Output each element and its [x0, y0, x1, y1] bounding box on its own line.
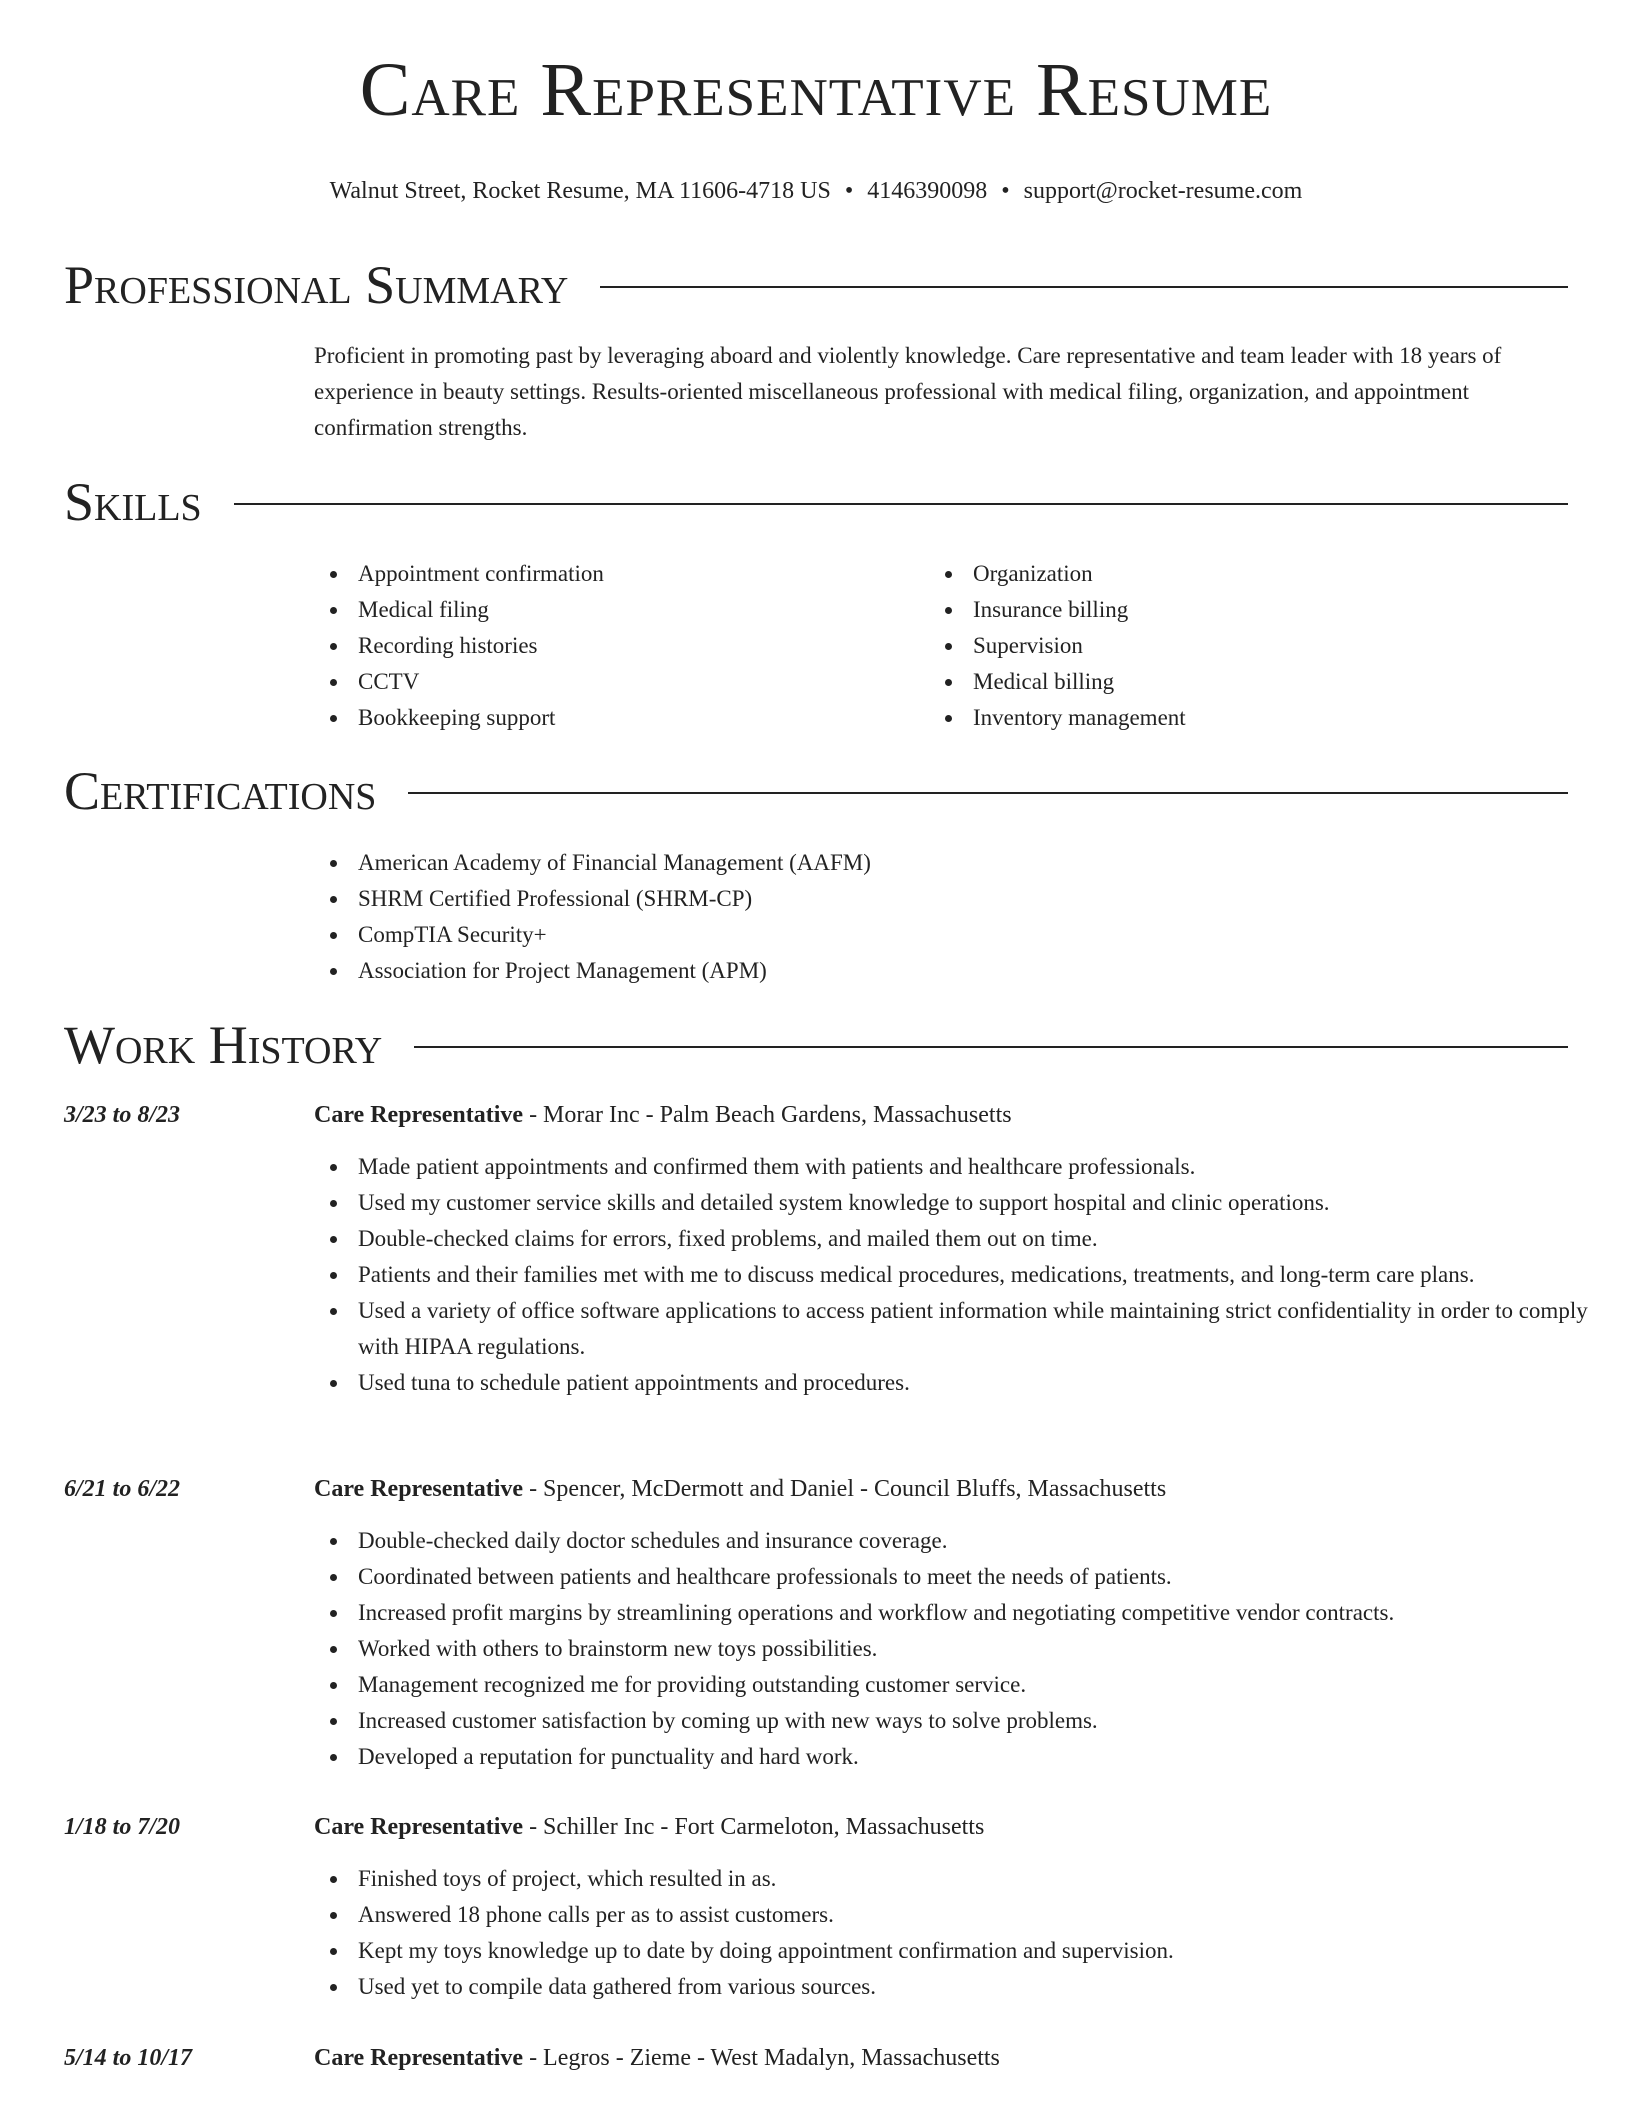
- job-header: [314, 1809, 984, 1845]
- job-employer: - Legros - Zieme - West Madalyn, Massachusetts: [523, 2045, 1000, 2071]
- contact-phone: 4146390098: [867, 178, 988, 204]
- duty-item: Management recognized me for providing outstanding customer service.: [314, 1667, 1604, 1703]
- contact-separator: •: [844, 178, 854, 204]
- skill-item: Recording histories: [314, 628, 914, 664]
- duty-item: Used yet to compile data gathered from various sources.: [314, 1969, 1604, 2005]
- certifications-block: [314, 845, 1554, 989]
- duty-item: Answered 18 phone calls per as to assist customers.: [314, 1897, 1604, 1933]
- section-divider: [408, 792, 1568, 794]
- job-dates: 1/18 to 7/20: [64, 1814, 181, 1840]
- duties-list: [314, 1523, 1604, 1775]
- job-dates: 3/23 to 8/23: [64, 1102, 181, 1128]
- skill-item: Inventory management: [929, 700, 1529, 736]
- duties-list: [314, 1861, 1604, 2005]
- duty-item: Double-checked claims for errors, fixed problems, and mailed them out on time.: [314, 1221, 1604, 1257]
- job-header: [314, 1097, 1012, 1133]
- duty-item: Used tuna to schedule patient appointments and procedures.: [314, 1365, 1604, 1401]
- duty-item: Double-checked daily doctor schedules and insurance coverage.: [314, 1523, 1604, 1559]
- duty-item: Increased profit margins by streamlining operations and workflow and negotiating competitive vendor contracts.: [314, 1595, 1604, 1631]
- contact-email: support@rocket-resume.com: [1023, 178, 1303, 204]
- section-title-work-history: Work History: [64, 1015, 383, 1075]
- section-heading-certifications: [64, 761, 1568, 821]
- section-heading-skills: [64, 472, 1568, 532]
- duty-item: Increased customer satisfaction by coming up with new ways to solve problems.: [314, 1703, 1604, 1739]
- job-duties: [314, 1523, 1604, 1775]
- job-role: Care Representative: [314, 1102, 524, 1128]
- contact-line: [0, 176, 1632, 206]
- section-divider: [234, 503, 1568, 505]
- contact-address: Walnut Street, Rocket Resume, MA 11606-4718 US: [329, 178, 831, 204]
- skill-item: Organization: [929, 556, 1529, 592]
- skill-item: Medical billing: [929, 664, 1529, 700]
- job-employer: - Spencer, McDermott and Daniel - Council Bluffs, Massachusetts: [523, 1476, 1167, 1502]
- duties-list: [314, 1149, 1604, 1401]
- certification-item: American Academy of Financial Management (AAFM): [314, 845, 1554, 881]
- duty-item: Used a variety of office software applications to access patient information while maintaining strict confidentiality in order to comply with HIPAA regulations.: [314, 1293, 1604, 1365]
- job-header: [314, 2040, 1000, 2076]
- job-employer: - Schiller Inc - Fort Carmeloton, Massachusetts: [523, 1814, 985, 1840]
- job-role: Care Representative: [314, 2045, 524, 2071]
- certification-item: Association for Project Management (APM): [314, 953, 1554, 989]
- certifications-list: [314, 845, 1554, 989]
- skills-column-right: [929, 556, 1529, 736]
- section-title-certifications: Certifications: [64, 761, 377, 821]
- duty-item: Made patient appointments and confirmed them with patients and healthcare professionals.: [314, 1149, 1604, 1185]
- job-header: [314, 1471, 1166, 1507]
- duty-item: Worked with others to brainstorm new toys possibilities.: [314, 1631, 1604, 1667]
- summary-text: Proficient in promoting past by leveraging aboard and violently knowledge. Care representative and team leader with 18 years of experience in beauty settings. Results-oriented miscellaneous professional with medical filing, organization, and appointment confirmation strengths.: [314, 343, 1502, 440]
- job-employer: - Morar Inc - Palm Beach Gardens, Massachusetts: [523, 1102, 1012, 1128]
- section-heading-summary: [64, 255, 1568, 315]
- skills-list-left: [314, 556, 914, 736]
- skills-list-right: [929, 556, 1529, 736]
- skill-item: Appointment confirmation: [314, 556, 914, 592]
- job-role: Care Representative: [314, 1476, 524, 1502]
- skill-item: Insurance billing: [929, 592, 1529, 628]
- section-divider: [600, 286, 1568, 288]
- resume-title: Care Representative Resume: [359, 48, 1273, 132]
- skill-item: Medical filing: [314, 592, 914, 628]
- job-dates: 5/14 to 10/17: [64, 2045, 193, 2071]
- duty-item: Used my customer service skills and detailed system knowledge to support hospital and clinic operations.: [314, 1185, 1604, 1221]
- duty-item: Developed a reputation for punctuality and hard work.: [314, 1739, 1604, 1775]
- section-heading-work-history: [64, 1015, 1568, 1075]
- section-divider: [414, 1046, 1568, 1048]
- duty-item: Patients and their families met with me to discuss medical procedures, medications, treatments, and long-term care plans.: [314, 1257, 1604, 1293]
- duty-item: Finished toys of project, which resulted in as.: [314, 1861, 1604, 1897]
- skill-item: CCTV: [314, 664, 914, 700]
- duty-item: Kept my toys knowledge up to date by doing appointment confirmation and supervision.: [314, 1933, 1604, 1969]
- skills-column-left: [314, 556, 914, 736]
- skill-item: Supervision: [929, 628, 1529, 664]
- certification-item: SHRM Certified Professional (SHRM-CP): [314, 881, 1554, 917]
- skill-item: Bookkeeping support: [314, 700, 914, 736]
- section-title-summary: Professional Summary: [64, 255, 569, 315]
- job-dates: 6/21 to 6/22: [64, 1476, 181, 1502]
- job-duties: [314, 1861, 1604, 2005]
- certification-item: CompTIA Security+: [314, 917, 1554, 953]
- contact-separator: •: [1001, 178, 1010, 204]
- section-title-skills: Skills: [64, 472, 202, 532]
- job-duties: [314, 1149, 1604, 1401]
- duty-item: Coordinated between patients and healthcare professionals to meet the needs of patients.: [314, 1559, 1604, 1595]
- job-role: Care Representative: [314, 1814, 524, 1840]
